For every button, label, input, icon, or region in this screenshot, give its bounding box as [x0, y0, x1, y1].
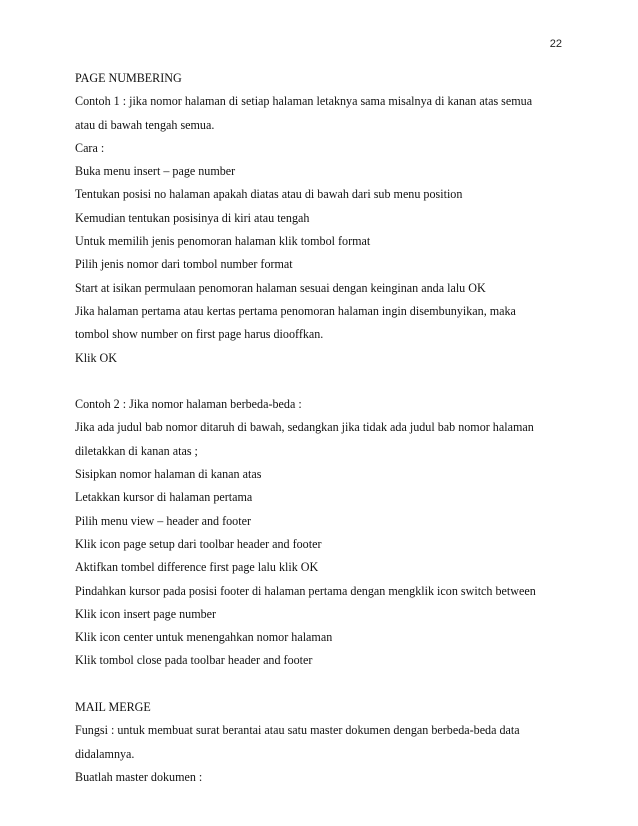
page-number: 22 [549, 38, 562, 50]
text-line: Kemudian tentukan posisinya di kiri atau tengah [75, 210, 310, 225]
text-line: Contoh 1 : jika nomor halaman di setiap halaman letaknya sama misalnya di kanan atas semua [75, 94, 533, 109]
text-line: atau di bawah tengah semua. [75, 117, 215, 132]
text-line: Untuk memilih jenis penomoran halaman klik tombol format [75, 234, 371, 249]
text-line: Pindahkan kursor pada posisi footer di halaman pertama dengan mengklik icon switch between [75, 583, 536, 598]
text-line: Klik icon page setup dari toolbar header and footer [75, 536, 322, 551]
text-line: Aktifkan tombel difference first page lalu klik OK [75, 560, 319, 575]
text-line: Buatlah master dokumen : [75, 769, 203, 784]
text-line: Cara : [75, 140, 105, 155]
text-line: Klik icon insert page number [75, 606, 217, 621]
paragraph-gap [75, 673, 575, 696]
text-line: Klik tombol close pada toolbar header and footer [75, 653, 313, 668]
section-mail-merge [75, 696, 575, 789]
section-example-2 [75, 393, 575, 673]
section-page-numbering [75, 67, 575, 370]
document-body [75, 67, 575, 789]
text-line: tombol show number on first page harus diooffkan. [75, 327, 324, 342]
text-line: Start at isikan permulaan penomoran halaman sesuai dengan keinginan anda lalu OK [75, 280, 486, 295]
section-heading: MAIL MERGE [75, 700, 151, 715]
text-line: Pilih menu view – header and footer [75, 513, 251, 528]
paragraph-gap [75, 370, 575, 393]
text-line: Fungsi : untuk membuat surat berantai atau satu master dokumen dengan berbeda-beda data [75, 723, 520, 738]
text-line: Letakkan kursor di halaman pertama [75, 490, 253, 505]
text-line: Buka menu insert – page number [75, 164, 236, 179]
text-line: Jika ada judul bab nomor ditaruh di bawah, sedangkan jika tidak ada judul bab nomor halaman [75, 420, 534, 435]
section-heading: PAGE NUMBERING [75, 71, 182, 85]
text-line: didalamnya. [75, 746, 135, 761]
text-line: Tentukan posisi no halaman apakah diatas atau di bawah dari sub menu position [75, 187, 463, 202]
text-line: Klik icon center untuk menengahkan nomor halaman [75, 630, 333, 645]
text-line: diletakkan di kanan atas ; [75, 443, 198, 458]
text-line: Sisipkan nomor halaman di kanan atas [75, 467, 262, 482]
text-line: Contoh 2 : Jika nomor halaman berbeda-beda : [75, 397, 302, 412]
text-line: Pilih jenis nomor dari tombol number format [75, 257, 293, 272]
text-line: Klik OK [75, 350, 117, 365]
text-line: Jika halaman pertama atau kertas pertama penomoran halaman ingin disembunyikan, maka [75, 303, 516, 318]
